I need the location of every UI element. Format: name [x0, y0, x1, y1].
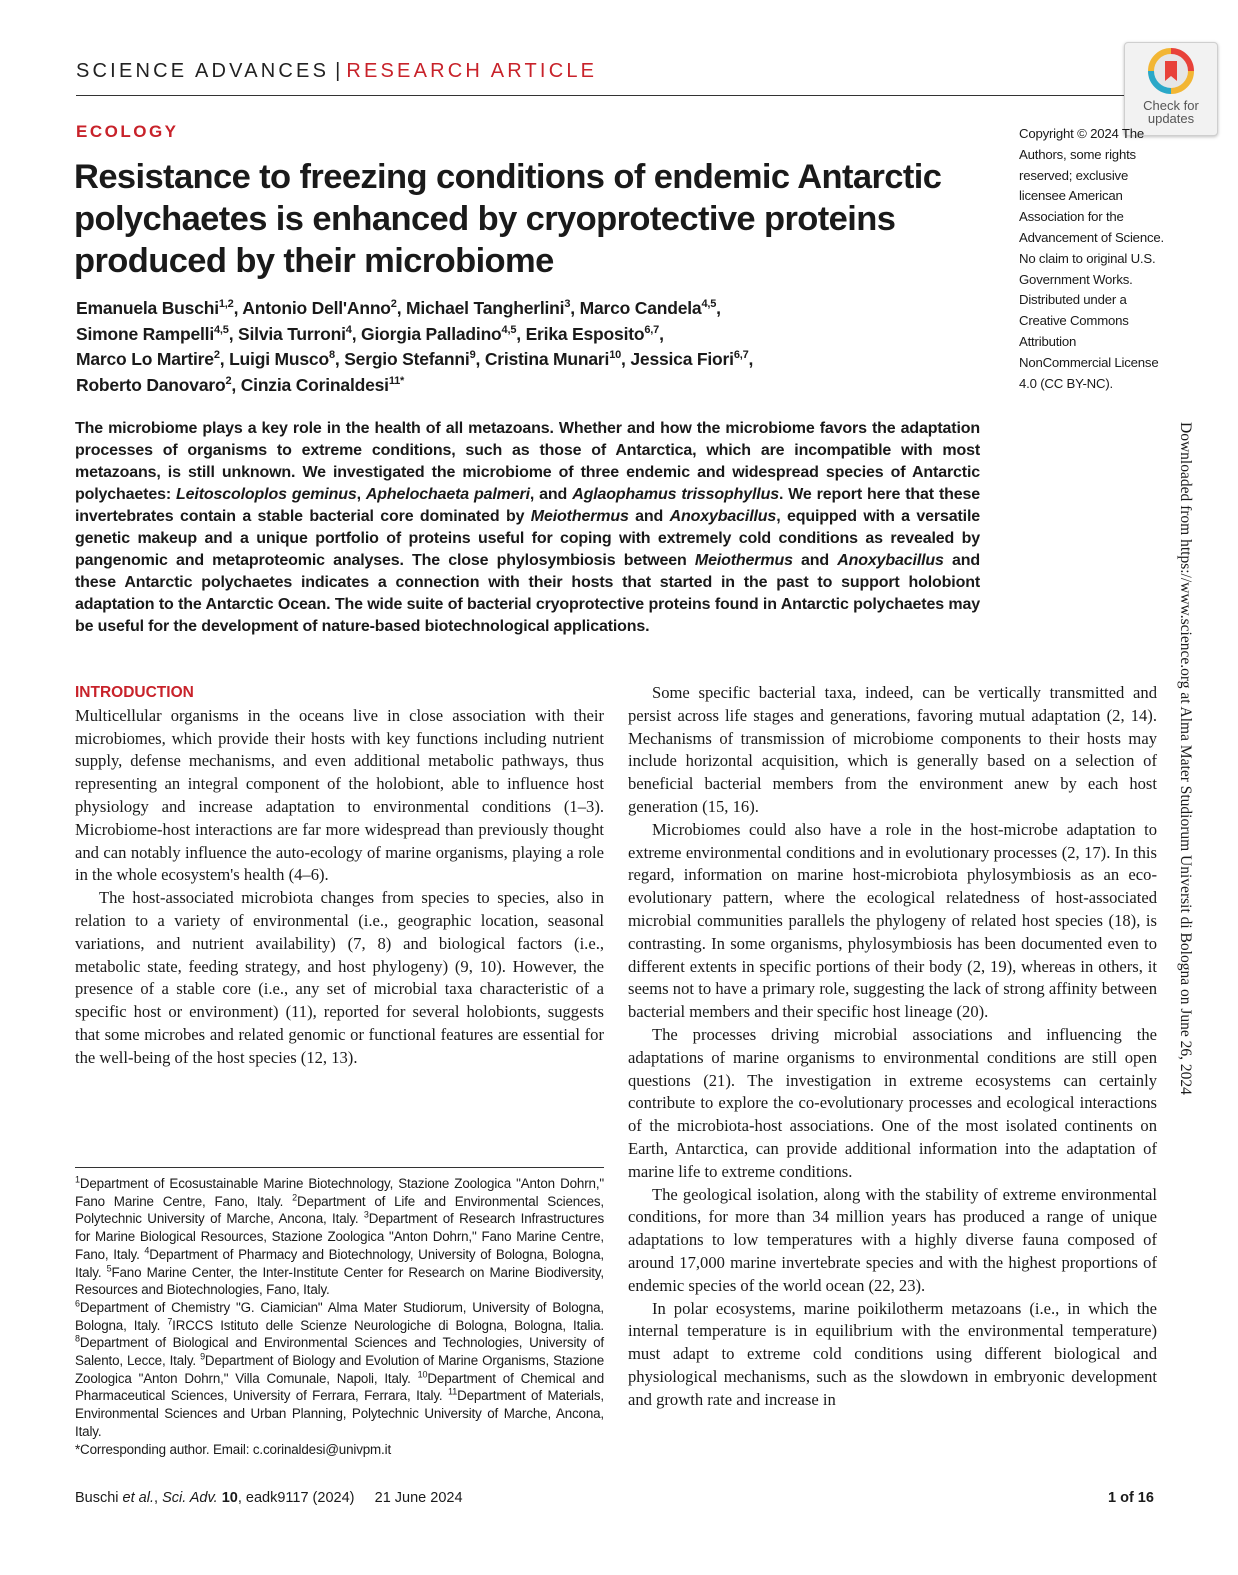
abstract-text: , and: [529, 486, 573, 503]
genus-name: Meiothermus: [530, 508, 629, 525]
check-for-updates-icon: [1148, 48, 1194, 94]
author-affiliation: 1,2: [218, 298, 234, 311]
citation-footer: Buschi et al., Sci. Adv. 10, eadk9117 (2024) 21 June 2024: [75, 1490, 463, 1506]
footnote-rule: [75, 1167, 604, 1168]
abstract-text: and these Antarctic polychaetes indicates a connection with their hosts that started in the past to support holobiont adaptation to the Antarctic Ocean. The wide suite of bacterial cryoprotective proteins found in Antarctic polychaetes may be useful for the development of nature-based biotechnological applications.: [75, 552, 980, 635]
genus-name: Meiothermus: [694, 552, 793, 569]
affiliation-number: 9: [200, 1351, 205, 1362]
genus-name: Anoxybacillus: [669, 508, 777, 525]
header-rule: [76, 95, 1160, 96]
footer-article-id: , eadk9117 (2024): [237, 1490, 355, 1506]
affiliation-number: 5: [106, 1263, 112, 1274]
author[interactable]: Giorgia Palladino: [361, 323, 502, 344]
affiliation-number: 2: [292, 1192, 297, 1203]
affiliation-number: 11: [448, 1386, 458, 1397]
author-affiliation: 2: [225, 374, 232, 387]
affiliation-number: 4: [144, 1245, 150, 1256]
abstract-text: ,: [356, 486, 366, 503]
author-affiliation: 4: [345, 323, 352, 336]
author[interactable]: Silvia Turroni: [238, 323, 346, 344]
left-column: [75, 682, 604, 1070]
body-paragraph: The processes driving microbial associations and influencing the adaptations of marine organisms to environmental conditions are still open questions (21). The investigation in extreme ecosystems can certainly contribute to explore the co-evolutionary processes and ecological interactions of the microbiota-host associations. One of the most isolated continents on Earth, Antarctica, can provide additional information into the adaptation of marine life to extreme conditions.: [628, 1024, 1157, 1181]
author-affiliation: 2: [213, 349, 220, 362]
page-number: 1 of 16: [1108, 1490, 1154, 1506]
author-affiliation: 6,7: [733, 349, 749, 362]
affiliation-text: Department of Chemistry "G. Ciamician" Alma Mater Studiorum, University of Bologna, Bologna, Italy.: [75, 1299, 604, 1333]
copyright-notice: Copyright © 2024 The Authors, some rights reserved; exclusive licensee American Association for the Advancement of Science. No claim to original U.S. Government Works. Distributed under a Creative Commons Attribution NonCommercial License 4.0 (CC BY-NC).: [1019, 126, 1164, 391]
author[interactable]: Cinzia Corinaldesi: [240, 374, 389, 395]
body-paragraph: The host-associated microbiota changes from species to species, also in relation to a variety of environmental (i.e., geographic location, seasonal variations, and nutrient availability) (7, 8) and biological factors (i.e., metabolic state, feeding strategy, and host phylogeny) (9, 10). However, the presence of a stable core (i.e., any set of microbial taxa characteristic of a specific host or environment) (11), reported for several holobionts, suggests that some microbes and related genomic or functional features are essential for the well-being of the host species (12, 13).: [75, 888, 604, 1067]
author-list: Emanuela Buschi$^{1,2}$, Antonio Dell'Anno$^2$, Michael Tangherlini$^3$, Marco Candela$^{4,5}$, Simone Rampelli$^{4,5}$, Silvia Turroni$^4$, Giorgia Palladino$^{4,5}$, Erika Esposito$^{6,7}$, Marco Lo Martire$^2$, Luigi Musco$^8$, Sergio Stefanni$^9$, Cristina Munari$^{10}$, Jessica Fiori$^{6,7}$, Roberto Danovaro$^2$, Cinzia Corinaldesi$^{11*}$: [76, 298, 754, 395]
author-affiliation: 4,5: [214, 323, 229, 336]
author-affiliation: 10: [609, 349, 622, 362]
author[interactable]: Erika Esposito: [525, 323, 645, 344]
author[interactable]: Marco Candela: [579, 298, 702, 318]
footer-etal: et al.: [118, 1490, 154, 1506]
affiliation-text: Department of Biological and Environmental Sciences and Technologies, University of Salento, Lecce, Italy.: [75, 1335, 604, 1369]
abstract-text: The microbiome plays a key role in the health of all metazoans. Whether and how the microbiome favors the adaptation processes of organisms to extreme conditions, such as those of Antarctica, which are incompatible with most metazoans, is still unknown. We investigated the microbiome of three endemic and widespread species of Antarctic polychaetes:: [75, 420, 980, 503]
author-affiliation: 6,7: [644, 323, 660, 336]
author-affiliation: 3: [564, 298, 571, 311]
author[interactable]: Sergio Stefanni: [344, 349, 470, 369]
affiliation-text: Department of Materials, Environmental Sciences and Urban Planning, Polytechnic University of Marche, Ancona, Italy.: [75, 1388, 605, 1439]
abstract-text: and: [792, 552, 838, 569]
affiliation-text: Fano Marine Center, the Inter-Institute Center for Research on Marine Biodiversity, Resources and Biotechnologies, Fano, Italy.: [75, 1264, 604, 1298]
author[interactable]: Simone Rampelli: [76, 323, 215, 344]
section-label: ECOLOGY: [76, 122, 179, 141]
footer-authors: Buschi: [75, 1490, 119, 1506]
abstract-text: and: [628, 508, 670, 525]
footer-volume: 10: [221, 1490, 238, 1506]
author-affiliation: 2: [390, 298, 397, 311]
author-affiliation: 8: [328, 349, 335, 362]
journal-name: SCIENCE ADVANCES: [76, 60, 330, 82]
affiliation-number: 6: [75, 1298, 80, 1309]
affiliation-text: IRCCS Istituto delle Scienze Neurologiche di Bologna, Bologna, Italia.: [172, 1317, 604, 1333]
footer-journal: Sci. Adv.: [162, 1490, 218, 1506]
affiliations: [75, 1175, 604, 1458]
author[interactable]: Michael Tangherlini: [406, 298, 565, 318]
affiliation-text: Department of Chemical and Pharmaceutical Sciences, University of Ferrara, Ferrara, Italy.: [75, 1370, 604, 1404]
right-column: [628, 682, 1157, 1412]
author[interactable]: Jessica Fiori: [630, 349, 734, 369]
badge-line-2: updates: [1147, 111, 1195, 126]
genus-name: Anoxybacillus: [837, 552, 944, 569]
species-name: Aglaophamus trissophyllus: [572, 486, 779, 503]
abstract-text: . We report here that these invertebrates contain a stable bacterial core dominated by: [75, 486, 980, 525]
body-paragraph: The geological isolation, along with the stability of extreme environmental conditions, for more than 34 million years has produced a range of unique adaptations to low temperatures with a highly diverse fauna composed of around 17,000 marine invertebrate species and with the highest proportions of endemic species of the world ocean (22, 23).: [628, 1184, 1157, 1295]
author[interactable]: Luigi Musco: [229, 349, 329, 369]
author[interactable]: Emanuela Buschi: [76, 298, 219, 318]
author-affiliation: 9: [469, 349, 476, 362]
affiliation-number: 1: [75, 1174, 80, 1185]
affiliation-text: Department of Biology and Evolution of Marine Organisms, Stazione Zoologica "Anton Dohrn," Villa Comunale, Napoli, Italy.: [75, 1353, 604, 1386]
author-affiliation: 11*: [388, 374, 405, 387]
corresponding-author[interactable]: *Corresponding author. Email: c.corinaldesi@univpm.it: [75, 1441, 392, 1457]
author[interactable]: Cristina Munari: [484, 349, 610, 369]
author[interactable]: Roberto Danovaro: [76, 374, 226, 395]
body-paragraph: In polar ecosystems, marine poikilotherm metazoans (i.e., in which the internal temperature is in equilibrium with the environmental temperature) must adapt to extreme cold conditions using different biological and physiological mechanisms, such as the slowdown in embryonic development and growth rate and increase in: [628, 1298, 1157, 1409]
affiliation-number: 10: [417, 1369, 428, 1380]
affiliation-text: Department of Ecosustainable Marine Biotechnology, Stazione Zoologica "Anton Dohrn," Fano Marine Centre, Fano, Italy.: [75, 1176, 604, 1209]
affiliation-text: Department of Pharmacy and Biotechnology, University of Bologna, Bologna, Italy.: [75, 1246, 604, 1280]
affiliation-number: 7: [167, 1316, 173, 1327]
species-name: Leitoscoloplos geminus: [176, 486, 357, 503]
affiliation-text: Department of Research Infrastructures for Marine Biological Resources, Stazione Zoologica "Anton Dohrn," Fano Marine Centre, Fano, Italy.: [75, 1211, 604, 1262]
author[interactable]: Antonio Dell'Anno: [242, 298, 391, 318]
abstract: [75, 418, 980, 638]
badge-label: [1125, 99, 1217, 125]
article-title: Resistance to freezing conditions of endemic Antarctic polychaetes is enhanced by cryoprotective proteins produced by their microbiome: [74, 158, 942, 280]
header-separator: |: [335, 60, 341, 82]
body-paragraph: Multicellular organisms in the oceans live in close association with their microbiomes, which provide their hosts with key functions including nutrient supply, defense mechanisms, and even additional metabolic pathways, thus representing an integral component of the holobiont, able to influence host physiology and increase adaptation to environmental conditions (1–3). Microbiome-host interactions are far more widespread than previously thought and can notably influence the auto-ecology of marine organisms, playing a role in the whole ecosystem's health (4–6).: [75, 705, 604, 885]
introduction-heading: INTRODUCTION: [75, 684, 194, 701]
download-notice: Downloaded from https://www.science.org at Alma Mater Studiorum Universit di Bologna on June 26, 2024: [1177, 422, 1194, 1095]
species-name: Aphelochaeta palmeri: [365, 486, 530, 503]
affiliation-text: Department of Life and Environmental Sciences, Polytechnic University of Marche, Ancona, Italy.: [75, 1193, 604, 1227]
author[interactable]: Marco Lo Martire: [76, 349, 214, 369]
badge-line-1: Check for: [1143, 98, 1199, 113]
check-for-updates-badge[interactable]: [1124, 42, 1218, 136]
affiliation-number: 3: [363, 1209, 369, 1220]
affiliation-number: 8: [75, 1333, 80, 1344]
author-affiliation: 4,5: [501, 323, 517, 336]
body-paragraph: Microbiomes could also have a role in the host-microbe adaptation to extreme environmental conditions and in evolutionary processes (2, 17). In this regard, information on marine host-microbiota phylosymbiosis as an eco-evolutionary pattern, where the ecological relatedness of host-associated microbial communities parallels the phylogeny of related host species (18), is contrasting. In some organisms, phylosymbiosis has been documented even to different extents in specific portions of their body (2, 19), whereas in others, it seems not to have a primary role, suggesting the lack of strong affinity between bacterial members and their specific host lineage (20).: [628, 819, 1157, 1022]
journal-header: [76, 60, 597, 83]
author-affiliation: 4,5: [701, 298, 717, 311]
abstract-text: , equipped with a versatile genetic makeup and a unique portfolio of proteins useful for coping with extremely cold conditions as revealed by pangenomic and metaproteomic analyses. The close phylosymbiosis between: [75, 508, 980, 569]
body-paragraph: Some specific bacterial taxa, indeed, can be vertically transmitted and persist across life stages and generations, favoring mutual adaptation (2, 14). Mechanisms of transmission of microbiome components to their hosts may include horizontal acquisition, which is generally based on a selection of beneficial bacterial members from the environment anew by each host generation (15, 16).: [628, 683, 1157, 816]
article-type: RESEARCH ARTICLE: [346, 60, 598, 82]
footer-date: 21 June 2024: [374, 1490, 463, 1506]
